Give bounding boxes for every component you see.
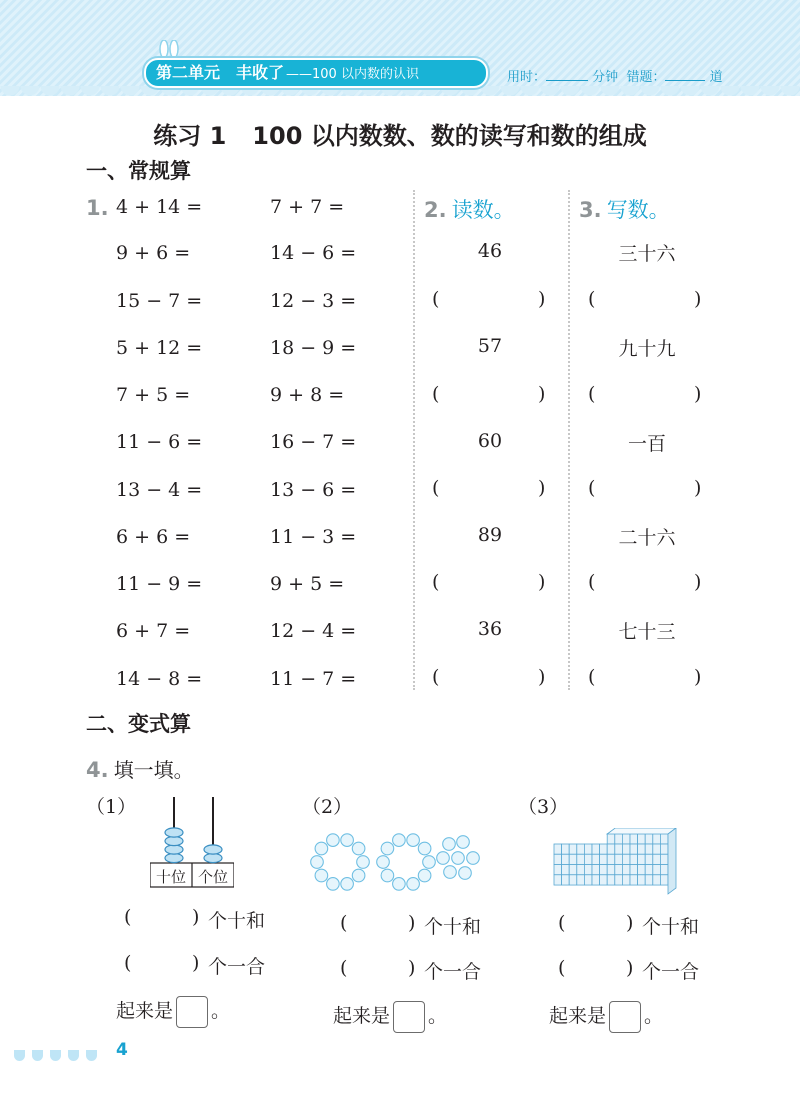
exercise-title: 100 以内数数、数的读写和数的组成 xyxy=(252,122,647,150)
block-cell xyxy=(660,844,668,854)
divider-1 xyxy=(413,190,415,690)
counting-circle xyxy=(357,856,370,869)
abacus-bead xyxy=(165,853,183,862)
result-text: 起来是 xyxy=(333,1005,391,1027)
result-end: 。 xyxy=(428,1005,448,1027)
counting-circles-figure xyxy=(310,828,496,896)
q1-equation: 15 − 7 = xyxy=(116,290,203,312)
q2-label: 读数。 xyxy=(451,198,515,222)
block-cell xyxy=(577,854,585,864)
q2-answer-open[interactable]: ( xyxy=(432,383,440,405)
block-cell xyxy=(653,854,661,864)
exercise-number: 练习 1 xyxy=(153,122,227,150)
block-cell xyxy=(600,844,608,854)
section-two-title: 二、变式算 xyxy=(86,712,191,736)
q1-equation: 9 + 6 = xyxy=(116,242,191,264)
q2-answer-close: ) xyxy=(538,477,546,499)
q2-answer-close: ) xyxy=(538,571,546,593)
block-cell xyxy=(569,865,577,875)
block-cell xyxy=(638,854,646,864)
block-cell xyxy=(653,844,661,854)
result-answer-box[interactable] xyxy=(176,996,208,1028)
block-side-face xyxy=(668,828,676,894)
tens-place-label: 十位 xyxy=(155,868,187,886)
q2-heading xyxy=(424,194,515,224)
q1-equation: 7 + 7 = xyxy=(270,196,345,218)
counting-circle xyxy=(381,842,394,855)
result-line xyxy=(116,996,230,1028)
block-cell xyxy=(607,834,615,844)
block-cell xyxy=(622,854,630,864)
loose-circle xyxy=(457,836,470,849)
tens-text: 个十和 xyxy=(424,916,482,938)
block-cell xyxy=(615,834,623,844)
block-cell xyxy=(600,854,608,864)
counting-circle xyxy=(352,842,365,855)
abacus-figure xyxy=(150,795,234,891)
ones-answer-close: ) xyxy=(192,952,200,974)
counting-circle xyxy=(315,869,328,882)
divider-2 xyxy=(568,190,570,690)
counting-circle xyxy=(407,834,420,847)
block-cell xyxy=(622,844,630,854)
unit-subtitle: ——100 以内数的认识 xyxy=(286,67,419,82)
loose-circle xyxy=(443,838,456,851)
footer-dot xyxy=(68,1050,79,1061)
block-cell xyxy=(562,854,570,864)
q3-answer-open[interactable]: ( xyxy=(588,383,596,405)
block-cell xyxy=(660,834,668,844)
q3-word-value: 三十六 xyxy=(618,243,676,265)
q1-equation: 14 − 8 = xyxy=(116,668,203,690)
block-cell xyxy=(562,865,570,875)
time-label: 用时： xyxy=(507,70,547,85)
block-cell xyxy=(653,865,661,875)
block-cell xyxy=(660,854,668,864)
q1-equation: 9 + 8 = xyxy=(270,384,345,406)
q1-equation: 11 − 3 = xyxy=(270,526,357,548)
q1-equation: 13 − 6 = xyxy=(270,479,357,501)
block-cell xyxy=(660,875,668,885)
errors-blank[interactable] xyxy=(665,68,705,81)
unit-title xyxy=(156,60,419,83)
q1-equation: 6 + 7 = xyxy=(116,620,191,642)
result-line xyxy=(549,1001,663,1033)
q3-answer-open[interactable]: ( xyxy=(588,571,596,593)
q3-heading xyxy=(579,194,670,224)
block-cell xyxy=(577,865,585,875)
part1-label: （1） xyxy=(86,796,137,818)
q1-equation: 12 − 4 = xyxy=(270,620,357,642)
q3-answer-close: ) xyxy=(694,571,702,593)
q4-number: 4. xyxy=(86,758,109,782)
ones-text: 个一合 xyxy=(208,956,266,978)
q1-equation: 11 − 9 = xyxy=(116,573,203,595)
q2-answer-open[interactable]: ( xyxy=(432,477,440,499)
q3-answer-close: ) xyxy=(694,477,702,499)
block-cell xyxy=(622,875,630,885)
block-cell xyxy=(645,865,653,875)
counting-circle xyxy=(341,878,354,891)
q1-equation: 13 − 4 = xyxy=(116,479,203,501)
q1-equation: 9 + 5 = xyxy=(270,573,345,595)
block-cell xyxy=(554,854,562,864)
block-cell xyxy=(645,844,653,854)
block-cell xyxy=(622,834,630,844)
counting-circle xyxy=(393,878,406,891)
tens-answer-close: ) xyxy=(626,912,634,934)
ones-answer-open[interactable]: ( xyxy=(124,952,132,974)
block-cell xyxy=(638,844,646,854)
q3-number: 3. xyxy=(579,198,602,222)
block-cell xyxy=(645,834,653,844)
q2-answer-close: ) xyxy=(538,383,546,405)
block-cell xyxy=(592,875,600,885)
q2-number: 2. xyxy=(424,198,447,222)
ones-answer-close: ) xyxy=(626,957,634,979)
tens-answer-close: ) xyxy=(408,912,416,934)
q2-number-value: 36 xyxy=(477,618,503,640)
block-cell xyxy=(584,844,592,854)
block-cell xyxy=(645,875,653,885)
q2-answer-open[interactable]: ( xyxy=(432,571,440,593)
block-cell xyxy=(607,854,615,864)
counting-circle xyxy=(418,842,431,855)
block-cell xyxy=(622,865,630,875)
footer-dot xyxy=(32,1050,43,1061)
loose-circle xyxy=(467,852,480,865)
result-answer-box[interactable] xyxy=(393,1001,425,1033)
ones-text: 个一合 xyxy=(424,961,482,983)
abacus-bead xyxy=(165,845,183,854)
unit-title-main: 第二单元 丰收了 xyxy=(156,63,285,82)
counting-circle xyxy=(393,834,406,847)
header-scallop xyxy=(0,86,800,104)
abacus-bead xyxy=(165,828,183,837)
tens-answer-open[interactable]: ( xyxy=(558,912,566,934)
page-title xyxy=(0,116,800,151)
block-cell xyxy=(562,875,570,885)
block-cell xyxy=(592,865,600,875)
q2-answer-open[interactable]: ( xyxy=(432,666,440,688)
q3-word-value: 一百 xyxy=(627,433,666,455)
q1-equation: 11 − 7 = xyxy=(270,668,357,690)
counting-circle xyxy=(327,878,340,891)
q1-equation: 18 − 9 = xyxy=(270,337,357,359)
block-cell xyxy=(592,844,600,854)
counting-circle xyxy=(407,878,420,891)
q3-answer-open[interactable]: ( xyxy=(588,666,596,688)
page-number: 4 xyxy=(116,1040,128,1060)
counting-blocks-figure xyxy=(552,828,682,898)
q3-answer-close: ) xyxy=(694,383,702,405)
time-record xyxy=(507,66,723,85)
block-cell xyxy=(554,875,562,885)
q1-number: 1. xyxy=(86,196,109,220)
block-cell xyxy=(630,854,638,864)
block-cell xyxy=(630,865,638,875)
ones-text: 个一合 xyxy=(642,961,700,983)
q1-equation: 11 − 6 = xyxy=(116,431,203,453)
q2-answer-close: ) xyxy=(538,288,546,310)
q3-word-value: 二十六 xyxy=(618,527,676,549)
abacus-bead xyxy=(204,853,222,862)
errors-label: 错题： xyxy=(626,70,666,85)
block-cell xyxy=(630,875,638,885)
block-top-face xyxy=(607,828,676,834)
q3-answer-close: ) xyxy=(694,666,702,688)
ones-place-label: 个位 xyxy=(197,868,229,886)
tens-answer-close: ) xyxy=(192,906,200,928)
result-line xyxy=(333,1001,447,1033)
q2-number-value: 60 xyxy=(477,430,503,452)
counting-circle xyxy=(315,842,328,855)
q1-equation: 4 + 14 = xyxy=(116,196,203,218)
abacus-bead xyxy=(165,836,183,845)
part3-label: （3） xyxy=(518,796,569,818)
footer-dot xyxy=(14,1050,25,1061)
result-end: 。 xyxy=(644,1005,664,1027)
q1-equation: 12 − 3 = xyxy=(270,290,357,312)
block-cell xyxy=(615,875,623,885)
block-cell xyxy=(607,844,615,854)
q4-label: 填一填。 xyxy=(113,758,194,782)
q1-heading xyxy=(86,196,109,220)
q1-equation: 7 + 5 = xyxy=(116,384,191,406)
block-cell xyxy=(630,844,638,854)
footer-decoration xyxy=(14,1046,104,1065)
loose-circle xyxy=(459,867,472,880)
block-cell xyxy=(615,865,623,875)
result-text: 起来是 xyxy=(549,1005,607,1027)
block-cell xyxy=(577,844,585,854)
part2-label: （2） xyxy=(302,796,353,818)
q1-equation: 6 + 6 = xyxy=(116,526,191,548)
counting-circle xyxy=(381,869,394,882)
block-cell xyxy=(615,844,623,854)
q1-equation: 16 − 7 = xyxy=(270,431,357,453)
counting-circle xyxy=(418,869,431,882)
counting-circle xyxy=(423,856,436,869)
counting-circle xyxy=(311,856,324,869)
block-cell xyxy=(577,875,585,885)
result-answer-box[interactable] xyxy=(609,1001,641,1033)
footer-dot xyxy=(86,1050,97,1061)
block-cell xyxy=(638,834,646,844)
block-cell xyxy=(584,854,592,864)
q3-answer-close: ) xyxy=(694,288,702,310)
abacus-bead xyxy=(204,845,222,854)
block-cell xyxy=(569,844,577,854)
block-cell xyxy=(653,834,661,844)
q3-answer-open[interactable]: ( xyxy=(588,477,596,499)
q2-number-value: 89 xyxy=(477,524,503,546)
block-cell xyxy=(638,875,646,885)
footer-dot xyxy=(50,1050,61,1061)
block-cell xyxy=(569,875,577,885)
loose-circle xyxy=(437,852,450,865)
block-cell xyxy=(630,834,638,844)
block-cell xyxy=(638,865,646,875)
time-blank[interactable] xyxy=(546,68,588,81)
block-cell xyxy=(600,865,608,875)
block-cell xyxy=(607,865,615,875)
item-label: 道 xyxy=(709,70,723,85)
block-cell xyxy=(569,854,577,864)
ones-answer-close: ) xyxy=(408,957,416,979)
block-cell xyxy=(645,854,653,864)
tens-answer-open[interactable]: ( xyxy=(340,912,348,934)
counting-circle xyxy=(377,856,390,869)
block-cell xyxy=(592,854,600,864)
q3-label: 写数。 xyxy=(606,198,670,222)
ones-answer-open[interactable]: ( xyxy=(340,957,348,979)
block-cell xyxy=(615,854,623,864)
block-cell xyxy=(584,875,592,885)
block-cell xyxy=(554,844,562,854)
loose-circle xyxy=(452,852,465,865)
block-cell xyxy=(607,875,615,885)
result-end: 。 xyxy=(211,1000,231,1022)
block-cell xyxy=(554,865,562,875)
ones-answer-open[interactable]: ( xyxy=(558,957,566,979)
q2-number-value: 57 xyxy=(477,335,503,357)
q3-word-value: 九十九 xyxy=(618,338,676,360)
q2-answer-close: ) xyxy=(538,666,546,688)
q2-number-value: 46 xyxy=(477,240,503,262)
loose-circle xyxy=(444,866,457,879)
tens-text: 个十和 xyxy=(642,916,700,938)
block-cell xyxy=(600,875,608,885)
q4-heading xyxy=(86,754,194,783)
q3-answer-open[interactable]: ( xyxy=(588,288,596,310)
counting-circle xyxy=(327,834,340,847)
q1-equation: 5 + 12 = xyxy=(116,337,203,359)
block-cell xyxy=(653,875,661,885)
block-cell xyxy=(562,844,570,854)
block-cell xyxy=(584,865,592,875)
block-cell xyxy=(660,865,668,875)
tens-text: 个十和 xyxy=(208,910,266,932)
section-one-title: 一、常规算 xyxy=(86,159,191,183)
result-text: 起来是 xyxy=(116,1000,174,1022)
q1-equation: 14 − 6 = xyxy=(270,242,357,264)
tens-answer-open[interactable]: ( xyxy=(124,906,132,928)
counting-circle xyxy=(341,834,354,847)
counting-circle xyxy=(352,869,365,882)
q2-answer-open[interactable]: ( xyxy=(432,288,440,310)
minute-label: 分钟 xyxy=(592,70,619,85)
q3-word-value: 七十三 xyxy=(618,621,676,643)
